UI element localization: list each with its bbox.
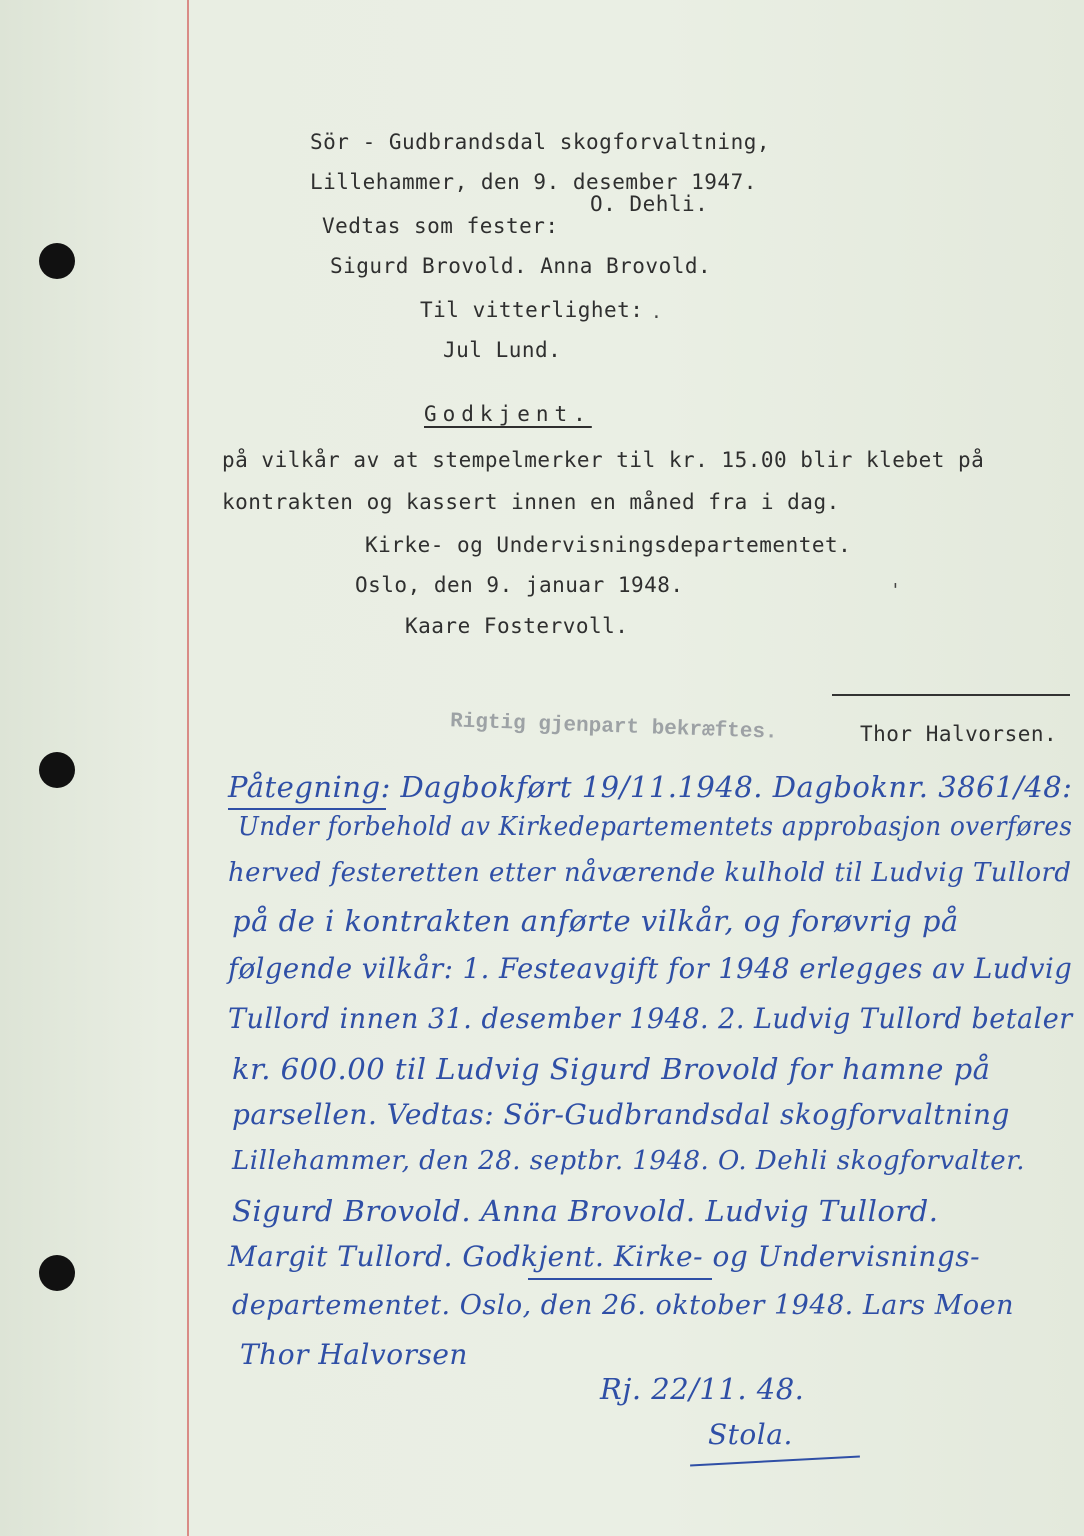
typed-line-8: på vilkår av at stempelmerker til kr. 15.00 blir klebet på — [222, 448, 985, 472]
handwritten-underline-2 — [528, 1278, 712, 1280]
handwritten-underline-1 — [228, 808, 386, 810]
handwritten-line-7: kr. 600.00 til Ludvig Sigurd Brovold for hamne på — [232, 1052, 991, 1086]
typed-line-7: Jul Lund. — [443, 338, 562, 362]
certification-stamp: Rigtig gjenpart bekræftes. — [449, 710, 778, 745]
handwritten-initials: Stola. — [708, 1418, 793, 1451]
typed-line-10: Kirke- og Undervisningsdepartementet. — [365, 533, 852, 557]
handwritten-line-10: Sigurd Brovold. Anna Brovold. Ludvig Tullord. — [232, 1194, 939, 1228]
stray-mark: . — [651, 302, 662, 323]
typed-line-9: kontrakten og kassert innen en måned fra i dag. — [222, 490, 840, 514]
handwritten-line-1: Påtegning: Dagbokført 19/11.1948. Dagboknr. 3861/48: — [228, 770, 1073, 804]
typed-line-11: Oslo, den 9. januar 1948. — [355, 573, 684, 597]
handwritten-line-12: departementet. Oslo, den 26. oktober 1948. Lars Moen — [232, 1290, 1014, 1321]
handwritten-line-11: Margit Tullord. Godkjent. Kirke- og Undervisnings- — [228, 1240, 981, 1273]
handwritten-line-9: Lillehammer, den 28. septbr. 1948. O. Dehli skogforvalter. — [232, 1146, 1026, 1176]
typed-line-5: Sigurd Brovold. Anna Brovold. — [330, 254, 712, 278]
punch-hole-middle — [39, 752, 75, 788]
stray-mark-2: ' — [890, 580, 901, 601]
handwritten-line-2: Under forbehold av Kirkedepartementets approbasjon overføres — [238, 812, 1073, 842]
typed-line-2: Lillehammer, den 9. desember 1947. — [310, 170, 757, 194]
punch-hole-bottom — [39, 1255, 75, 1291]
handwritten-line-14: Rj. 22/11. 48. — [600, 1372, 805, 1406]
handwritten-line-6: Tullord innen 31. desember 1948. 2. Ludvig Tullord betaler — [228, 1002, 1073, 1035]
typed-line-12: Kaare Fostervoll. — [405, 614, 629, 638]
typed-line-3: O. Dehli. — [590, 192, 709, 216]
margin-line — [187, 0, 189, 1536]
typed-line-4: Vedtas som fester: — [322, 214, 559, 238]
signature-line — [832, 694, 1070, 696]
handwritten-line-8: parsellen. Vedtas: Sör-Gudbrandsdal skogforvaltning — [232, 1098, 1010, 1131]
handwritten-line-5: følgende vilkår: 1. Festeavgift for 1948 erlegges av Ludvig — [228, 952, 1073, 985]
typed-signer: Thor Halvorsen. — [860, 722, 1058, 746]
approval-heading: Godkjent. — [424, 402, 592, 426]
handwritten-underline-3 — [690, 1456, 860, 1467]
punch-hole-top — [39, 243, 75, 279]
handwritten-line-3: herved festeretten etter nåværende kulhold til Ludvig Tullord — [228, 858, 1072, 888]
handwritten-line-4: på de i kontrakten anførte vilkår, og forøvrig på — [232, 904, 959, 938]
handwritten-line-13: Thor Halvorsen — [240, 1338, 468, 1371]
typed-line-6: Til vitterlighet: — [420, 298, 644, 322]
typed-line-1: Sör - Gudbrandsdal skogforvaltning, — [310, 130, 771, 154]
